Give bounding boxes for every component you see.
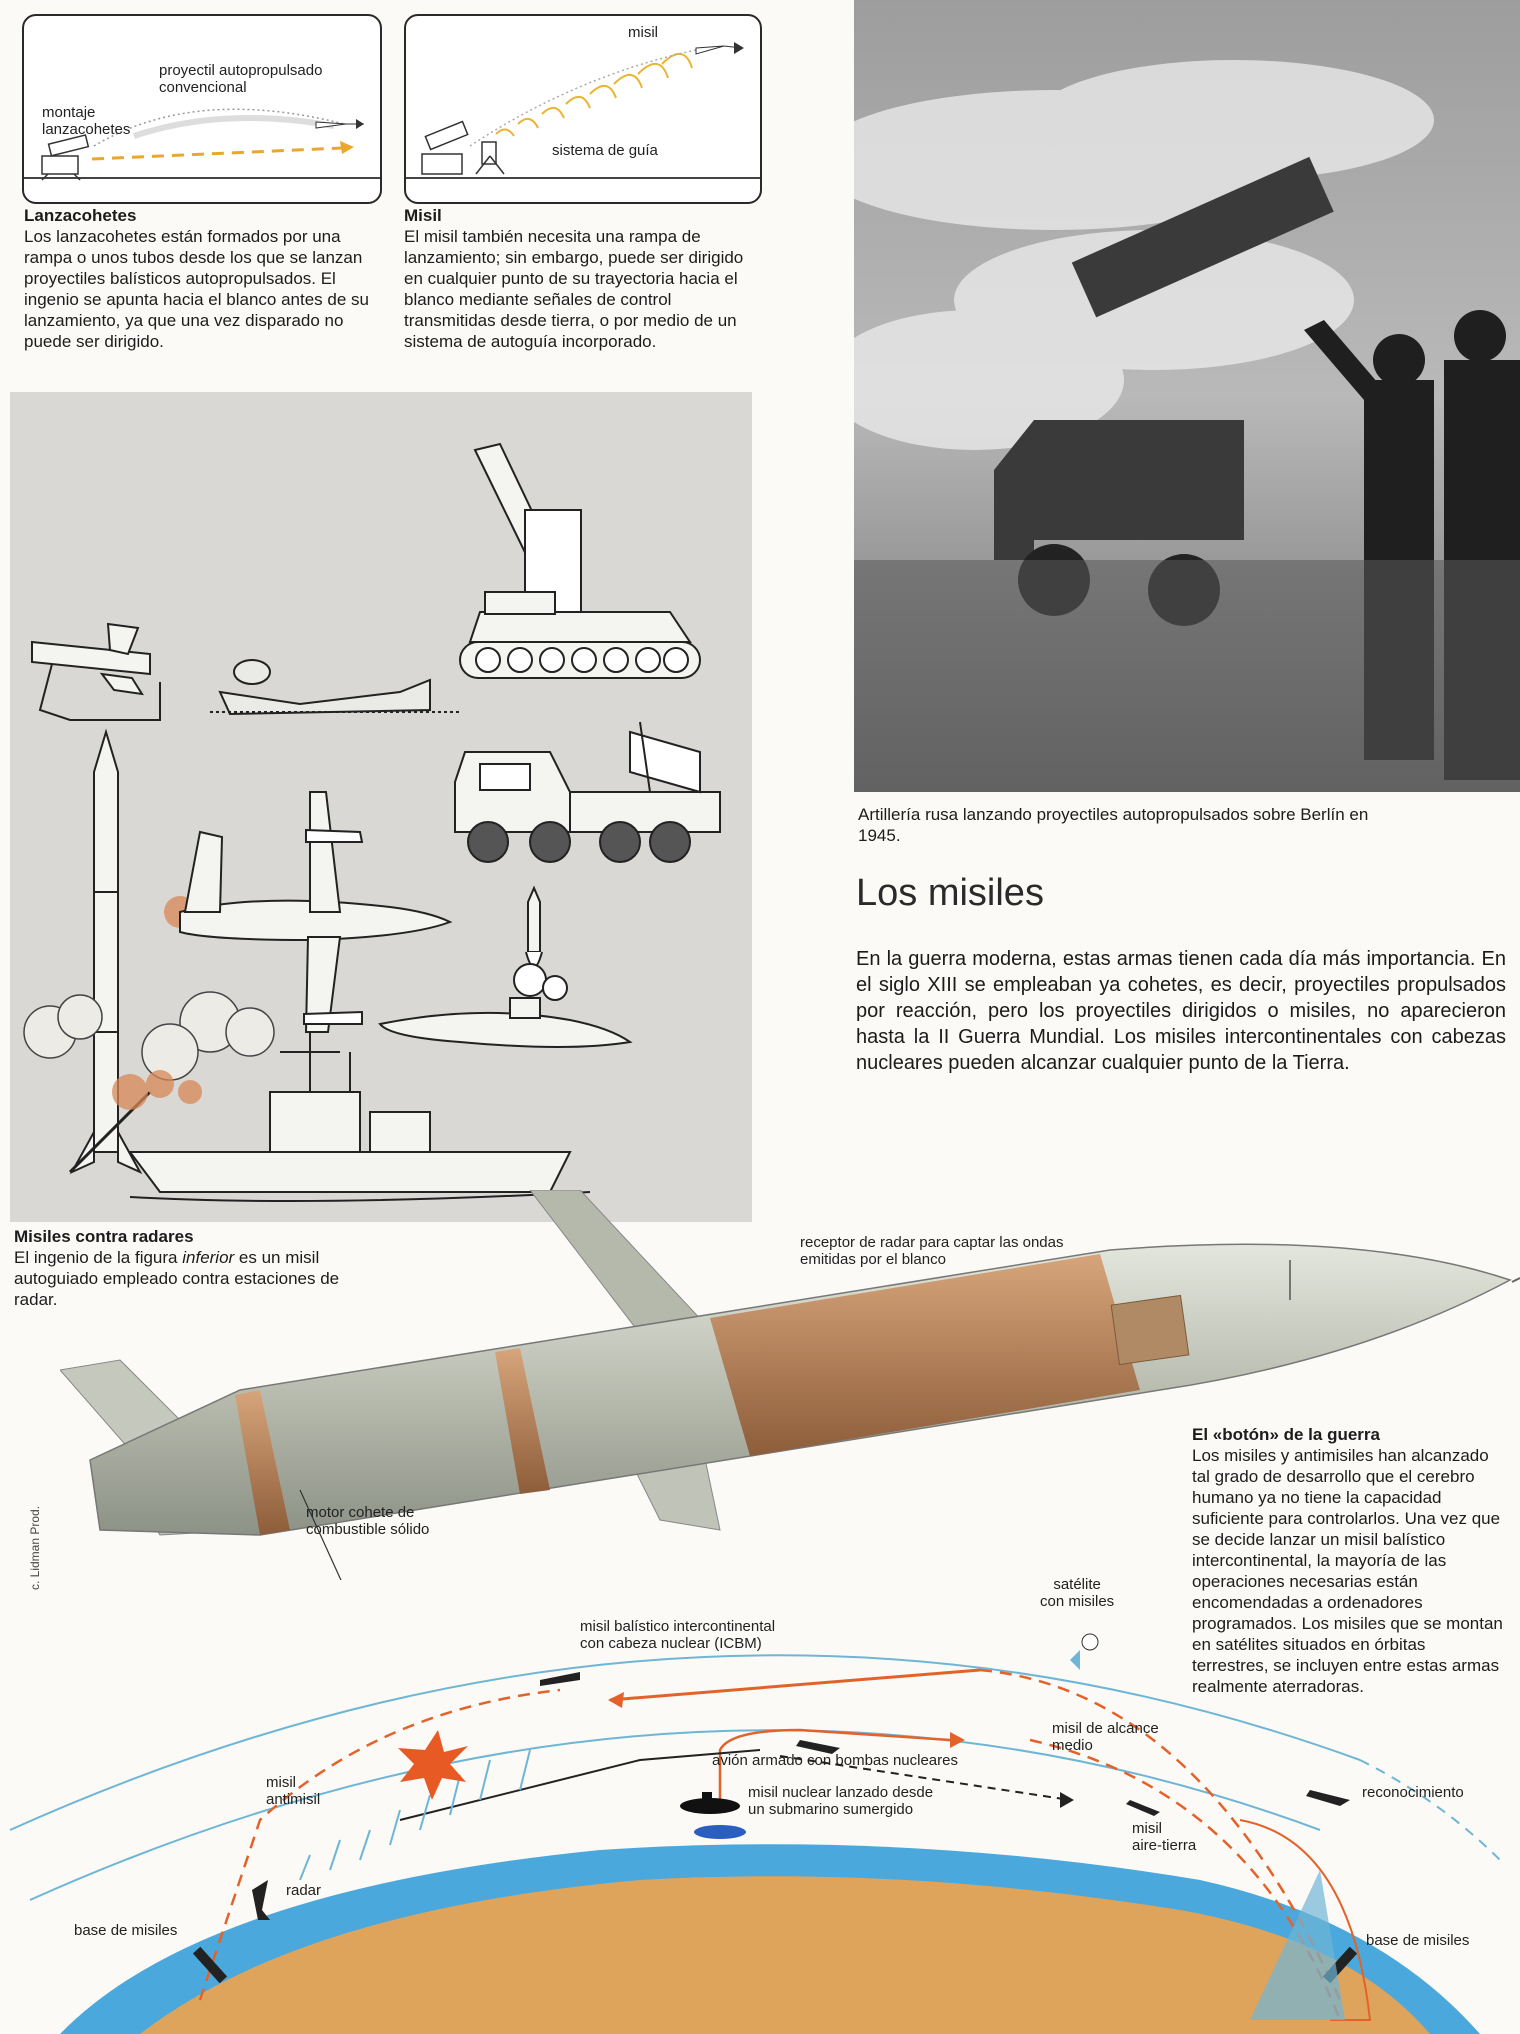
credit: c. Lidman Prod. <box>28 1505 42 1590</box>
antitank-missile-icon <box>32 624 160 720</box>
misil-illustration <box>406 16 760 202</box>
satellite-icon <box>1070 1634 1098 1670</box>
label-montaje: montaje lanzacohetes <box>42 104 131 138</box>
label-proyectil: proyectil autopropulsado convencional <box>159 62 323 96</box>
guidance-waves <box>496 54 692 136</box>
vehicles-illustrations <box>10 392 752 1222</box>
label-earth-alcance-medio: misil de alcance medio <box>1052 1720 1159 1754</box>
caption-misil-title: Misil <box>404 206 442 225</box>
caption-lanzacohetes-text: Los lanzacohetes están formados por una rampa o unos tubos desde los que se lanzan proyectiles balísticos autopropulsados. El ingenio se apunta hacia el blanco antes de su lanzamiento, ya que una vez disparado no puede ser dirigido. <box>24 227 369 351</box>
label-motor-cohete: motor cohete de combustible sólido <box>306 1504 430 1538</box>
icbm-trajectory <box>610 1670 980 1700</box>
smoke-clouds <box>24 992 274 1080</box>
diagram-misil <box>404 14 762 204</box>
vehicles-panel <box>10 392 752 1222</box>
intro-text: En la guerra moderna, estas armas tienen cada día más importancia. En el siglo XIII se empleaban ya cohetes, es decir, proyectiles propulsados por reacción, pero los proyectiles dirigidos o misiles, no aparecieron hasta la II Guerra Mundial. Los misiles intercontinentales con cabezas nucleares pueden alcanzar cualquier punto de la Tierra. <box>856 948 1506 1074</box>
icbm-icon <box>540 1672 580 1686</box>
caption-lanzacohetes-title: Lanzacohetes <box>24 206 137 225</box>
caption-misil <box>404 205 758 352</box>
label-receptor-radar: receptor de radar para captar las ondas emitidas por el blanco <box>800 1234 1064 1268</box>
reconnaissance-plane-icon <box>1306 1790 1350 1806</box>
submarine-missile-icon <box>526 888 542 967</box>
historical-photo <box>854 0 1520 792</box>
caption-lanzacohetes <box>24 205 374 352</box>
cruiser-icon <box>130 1032 590 1201</box>
caption-radares-title: Misiles contra radares <box>14 1227 194 1246</box>
caption-radares-text-start: El ingenio de la figura <box>14 1248 183 1267</box>
diagram-lanzacohetes <box>22 14 382 204</box>
katyusha-photo-illustration <box>854 0 1520 792</box>
caption-boton-text: Los misiles y antimisiles han alcanzado tal grado de desarrollo que el cerebro humano ya no tiene la capacidad suficiente para controlarlos. Una vez que se decide lanzar un misil balístico intercontinental, la mayoría de las operaciones necesarias están encomendadas a ordenadores programados. Los misiles que se montan en satélites situados en órbitas terrestres, se incluyen entre estas armas realmente aterradoras. <box>1192 1446 1503 1696</box>
soldier-icon <box>210 660 460 714</box>
aim-line <box>92 148 342 159</box>
label-sistema-guia: sistema de guía <box>552 142 658 159</box>
caption-boton-title: El «botón» de la guerra <box>1192 1425 1380 1444</box>
label-earth-base-der: base de misiles <box>1366 1932 1470 1949</box>
air-ground-missile-icon <box>1126 1800 1160 1816</box>
label-earth-submarino: misil nuclear lanzado desde un submarino sumergido <box>748 1784 934 1818</box>
trajectory-arc <box>94 109 344 146</box>
label-earth-aire-tierra: misil aire-tierra <box>1132 1820 1197 1854</box>
label-earth-avion-bombas: avión armado con bombas nucleares <box>712 1752 958 1769</box>
photo-caption: Artillería rusa lanzando proyectiles autopropulsados sobre Berlín en 1945. <box>858 805 1369 845</box>
radar-station-icon <box>252 1880 270 1920</box>
explosion-icon <box>398 1730 468 1800</box>
missile-icon <box>696 42 744 54</box>
tracked-vehicle-icon <box>460 444 700 678</box>
label-earth-icbm: misil balístico intercontinental con cabeza nuclear (ICBM) <box>580 1618 776 1652</box>
projectile-icon <box>316 119 364 129</box>
label-earth-base-izq: base de misiles <box>74 1922 178 1939</box>
launcher-icon <box>422 122 504 174</box>
submarine-icon <box>380 964 630 1047</box>
caption-misil-text: El misil también necesita una rampa de lanzamiento; sin embargo, puede ser dirigido en cualquier punto de su trayectoria hacia el blanco mediante señales de control transmitidas desde tierra, o por medio de un sistema de autoguía incorporado. <box>404 227 744 351</box>
page-title: Los misiles <box>856 872 1044 914</box>
caption-radares-text-end: es un misil autoguiado empleado contra estaciones de radar. <box>14 1248 340 1309</box>
caption-radares-text-emph: inferior <box>182 1248 235 1267</box>
radar-receptor-window <box>1111 1295 1189 1364</box>
label-earth-radar: radar <box>286 1882 322 1899</box>
label-misil: misil <box>628 24 658 41</box>
label-earth-satelite: satélite con misiles <box>1040 1576 1115 1610</box>
copper-section-main <box>710 1254 1140 1456</box>
label-earth-reconocimiento: reconocimiento <box>1362 1784 1464 1801</box>
launcher-icon <box>42 135 88 180</box>
truck-launcher-icon <box>455 722 720 862</box>
submarine-icon <box>680 1792 746 1839</box>
label-earth-antimisil: misil antimisil <box>266 1774 321 1808</box>
